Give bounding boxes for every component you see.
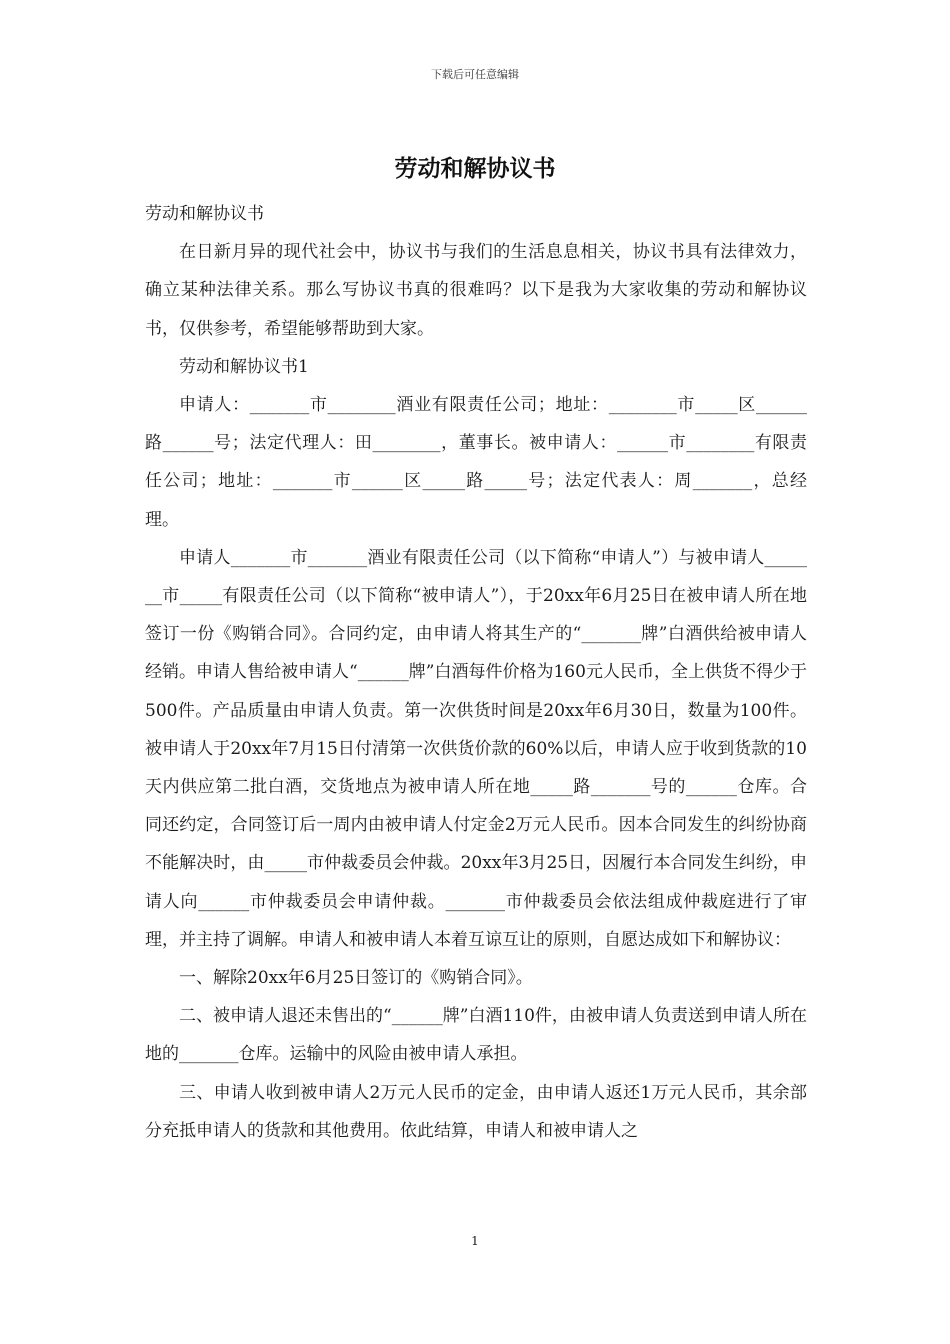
- clause-2: 二、被申请人退还未售出的“______牌”白酒110件，由被申请人负责送到申请人所在地的_______仓库。运输中的风险由被申请人承担。: [145, 1006, 808, 1065]
- agreement-subheading: 劳动和解协议书1: [179, 356, 309, 377]
- section-heading: 劳动和解协议书: [145, 204, 264, 224]
- clause-1: 一、解除20xx年6月25日签订的《购销合同》。: [179, 968, 533, 989]
- clause-3: 三、申请人收到被申请人2万元人民币的定金，由申请人返还1万元人民币，其余部分充抵申请人的货款和其他费用。依此结算，申请人和被申请人之: [145, 1082, 807, 1141]
- document-title: 劳动和解协议书: [394, 156, 556, 182]
- parties-paragraph: 申请人：_______市________酒业有限责任公司；地址：________市_____区______路______号；法定代理人：田________，董事长。被申请人：______市________有限责任公司；地址：_______市______区_____路_____号；法定代表人：周_______，总经理。: [145, 395, 807, 530]
- document-body: [145, 195, 807, 1150]
- download-note: 下载后可任意编辑: [431, 68, 519, 81]
- background-paragraph: 申请人_______市_______酒业有限责任公司（以下简称“申请人”）与被申请人_______市_____有限责任公司（以下简称“被申请人”），于20xx年6月25日在被申请人所在地签订一份《购销合同》。合同约定，由申请人将其生产的“_______牌”白酒供给被申请人经销。申请人售给被申请人“______牌”白酒每件价格为160元人民币，全上供货不得少于500件。产品质量由申请人负责。第一次供货时间是20xx年6月30日，数量为100件。被申请人于20xx年7月15日付清第一次供货价款的60%以后，申请人应于收到货款的10天内供应第二批白酒，交货地点为被申请人所在地_____路_______号的______仓库。合同还约定，合同签订后一周内由被申请人付定金2万元人民币。因本合同发生的纠纷协商不能解决时，由_____市仲裁委员会仲裁。20xx年3月25日，因履行本合同发生纠纷，申请人向______市仲裁委员会申请仲裁。_______市仲裁委员会依法组成仲裁庭进行了审理，并主持了调解。申请人和被申请人本着互谅互让的原则，自愿达成如下和解协议：: [145, 547, 807, 950]
- intro-paragraph: 在日新月异的现代社会中，协议书与我们的生活息息相关，协议书具有法律效力，确立某种法律关系。那么写协议书真的很难吗？以下是我为大家收集的劳动和解协议书，仅供参考，希望能够帮助到大家。: [145, 242, 807, 339]
- page-number: 1: [471, 1234, 479, 1248]
